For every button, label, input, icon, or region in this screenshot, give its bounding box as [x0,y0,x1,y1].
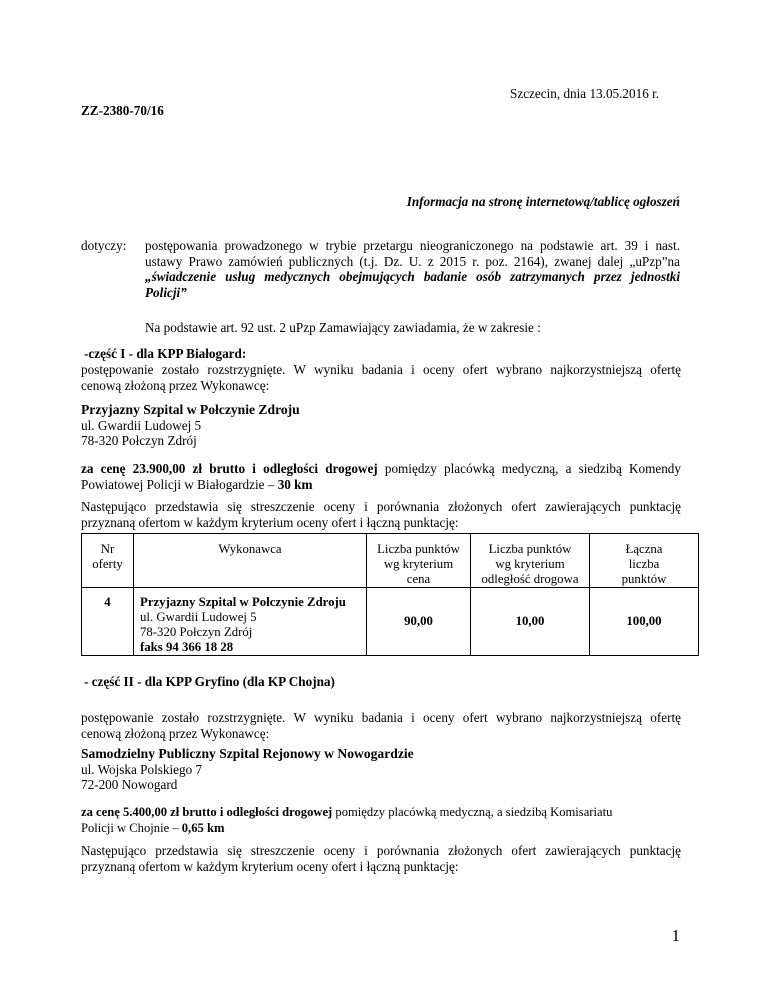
subject-line-2: ustawy Prawo zamówień publicznych (t.j. Dz. U. z 2015 r. poz. 2164), zwanej dalej „uPzp”na [145,253,680,269]
part2-contractor-name: Samodzielny Publiczny Szpital Rejonowy w Nowogardzie [81,746,414,761]
part1-summary [81,499,681,530]
part2-heading: - część II - dla KPP Gryfino (dla KP Chojna) [84,674,335,689]
part2-distance: 0,65 km [181,820,225,835]
part1-contractor-street: ul. Gwardii Ludowej 5 [81,417,202,433]
part2-contractor-street: ul. Wojska Polskiego 7 [81,761,203,777]
part1-heading: -część I - dla KPP Białogard: [84,346,247,361]
document-title: Informacja na stronę internetową/tablicę ogłoszeń [406,194,680,209]
subject-title-line-1: „świadczenie usług medycznych obejmujących badanie osób zatrzymanych przez jednostki [145,269,680,285]
part2-summary [81,843,681,874]
cell-price-points: 90,00 [367,588,471,656]
header-total-points: Łączna liczba punktów [590,534,699,588]
table-header-row [82,534,699,588]
part2-contractor-city: 72-200 Nowogard [81,777,178,793]
cell-contractor: Przyjazny Szpital w Połczynie Zdroju ul. Gwardii Ludowej 5 78-320 Połczyn Zdrój faks 94 366 18 28 [134,588,367,656]
cell-offer-number: 4 [82,588,134,656]
part2-price-rest: pomiędzy placówką medyczną, a siedzibą Komisariatu [332,805,613,819]
subject-label: dotyczy: [81,238,127,253]
part1-contractor [81,402,300,449]
header-distance-points: Liczba punktów wg kryterium odległość drogowa [471,534,590,588]
header-offer-number: Nr oferty [82,534,134,588]
subject-text [145,238,680,300]
part2-summary-line-2: przyznaną ofertom w każdym kryterium oceny ofert i łączną punktację: [81,858,459,874]
part2-summary-line-1: Następująco przedstawia się streszczenie oceny i porównania złożonych ofert zawierających punktację [81,843,681,858]
part1-result-line-1: postępowanie zostało rozstrzygnięte. W wyniku badania i oceny ofert wybrano najkorzystniejszą ofertę [81,362,681,377]
part1-summary-line-2: przyznaną ofertom w każdym kryterium oceny ofert i łączną punktację: [81,514,459,530]
subject-line-1: postępowania prowadzonego w trybie przetargu nieograniczonego na podstawie art. 39 i nast. [145,238,680,253]
part1-contractor-city: 78-320 Połczyn Zdrój [81,433,197,449]
reference-number: ZZ-2380-70/16 [81,103,164,118]
part2-result-line-2: cenową złożoną przez Wykonawcę: [81,725,270,741]
part1-price-line-2: Powiatowej Policji w Białogardzie – [81,476,278,492]
part1-summary-line-1: Następująco przedstawia się streszczenie oceny i porównania złożonych ofert zawierających punktację [81,499,681,514]
part1-distance: 30 km [277,476,313,492]
part2-price [81,805,681,836]
header-price-points: Liczba punktów wg kryterium cena [367,534,471,588]
part2-price-bold: za cenę 5.400,00 zł brutto i odległości drogowej [81,805,333,819]
page-number: 1 [671,926,680,945]
part1-result [81,362,681,393]
cell-distance-points: 10,00 [471,588,590,656]
part2-contractor [81,746,414,793]
header-contractor: Wykonawca [134,534,367,588]
table-row [82,588,699,656]
part1-price [81,461,681,492]
cell-total-points: 100,00 [590,588,699,656]
part1-price-bold: za cenę 23.900,00 zł brutto i odległości drogowej [81,461,378,476]
place-date: Szczecin, dnia 13.05.2016 r. [510,86,660,101]
part1-contractor-name: Przyjazny Szpital w Połczynie Zdroju [81,402,300,417]
intro-paragraph: Na podstawie art. 92 ust. 2 uPzp Zamawiający zawiadamia, że w zakresie : [145,320,541,335]
part2-result [81,710,681,741]
part1-price-rest: pomiędzy placówką medyczną, a siedzibą Komendy [377,461,681,476]
part1-scoring-table [81,533,699,656]
subject-title-line-2: Policji” [145,284,187,300]
part1-result-line-2: cenową złożoną przez Wykonawcę: [81,377,270,393]
part2-result-line-1: postępowanie zostało rozstrzygnięte. W wyniku badania i oceny ofert wybrano najkorzystniejszą ofertę [81,710,681,725]
part2-price-line-2: Policji w Chojnie – [81,820,182,835]
